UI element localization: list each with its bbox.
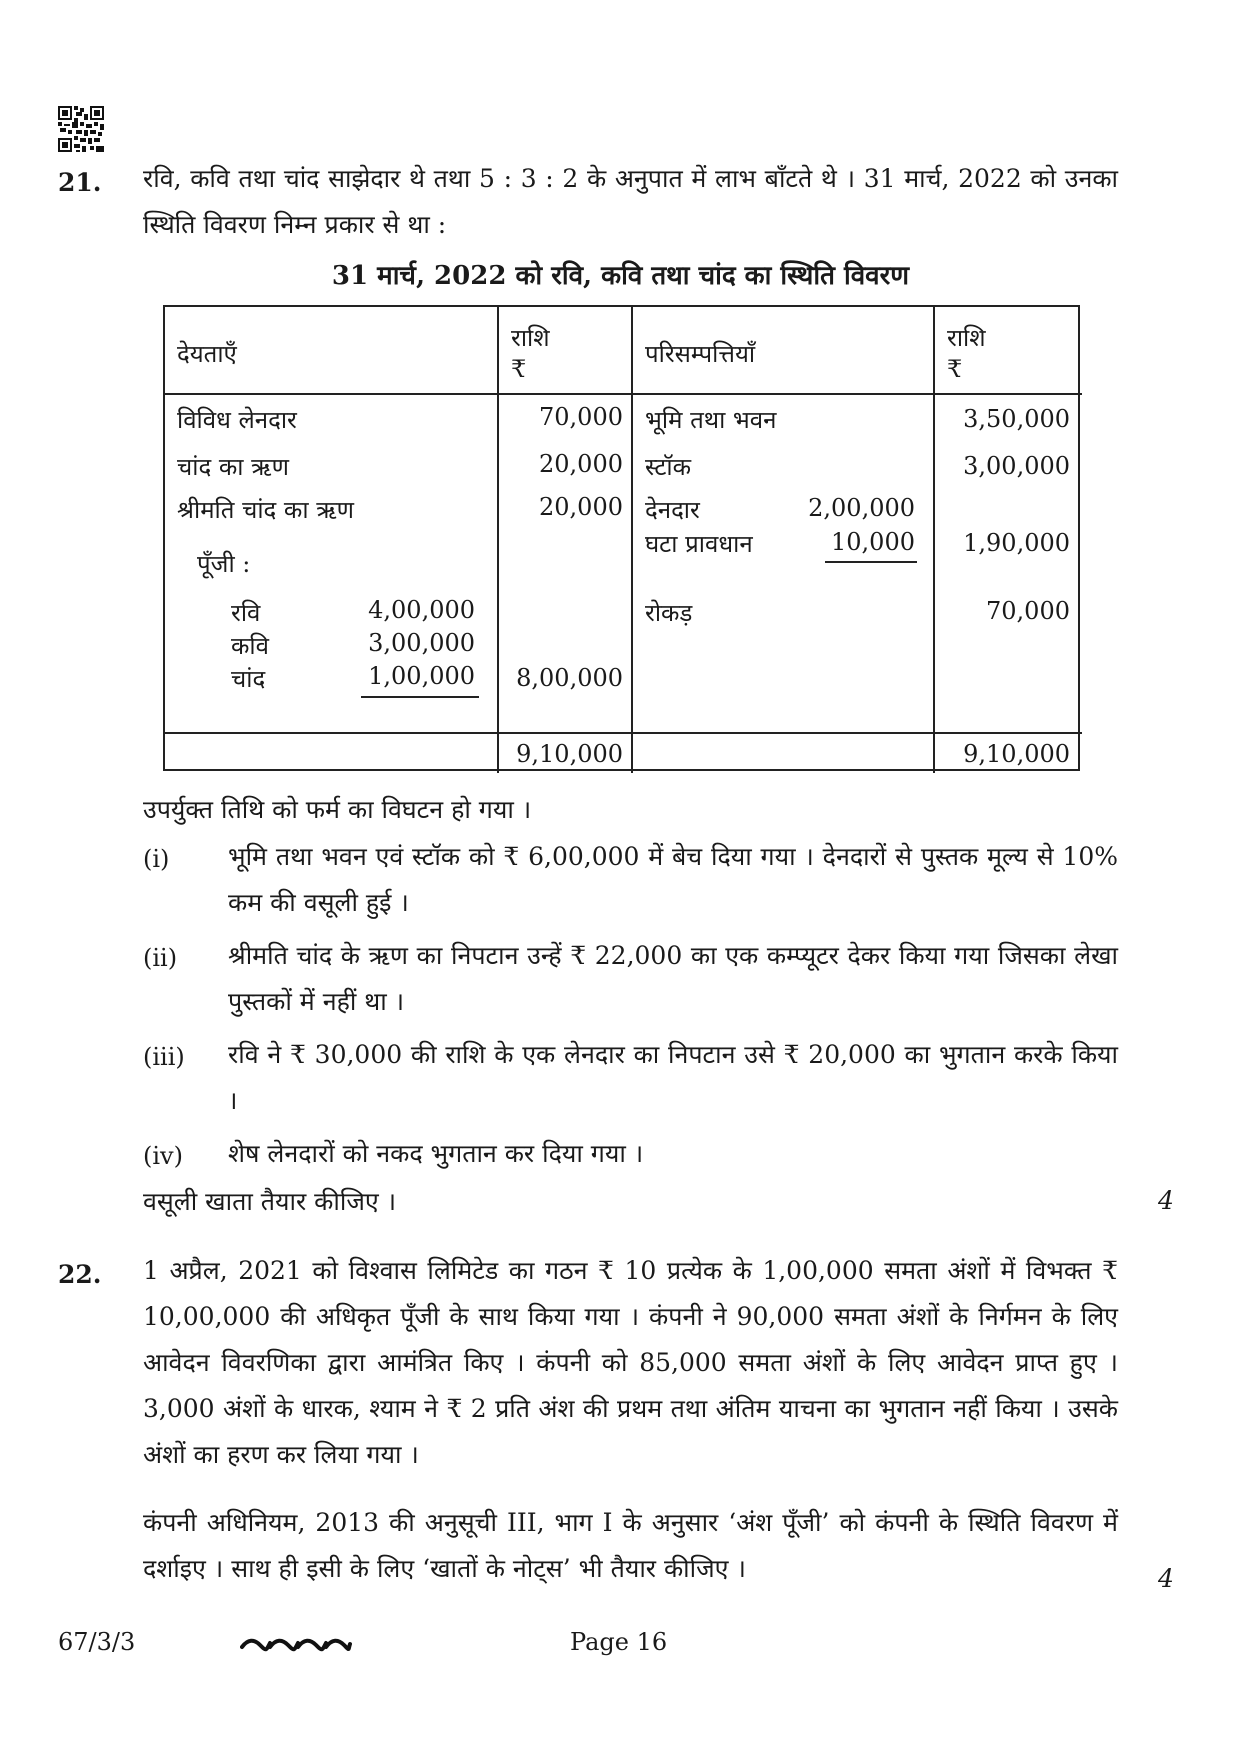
total-liabilities: 9,10,000: [516, 740, 623, 768]
question-22-number: 22.: [58, 1260, 102, 1289]
question-22-marks: 4: [1158, 1564, 1174, 1593]
partner-capital: 3,00,000: [368, 629, 475, 657]
header-amount-left: राशि: [511, 324, 550, 352]
asset-amount: 3,00,000: [963, 452, 1070, 480]
balance-sheet-title: 31 मार्च, 2022 को रवि, कवि तथा चांद का स्थिति विवरण: [331, 261, 910, 291]
header-currency-right: ₹: [947, 355, 963, 383]
item-number: (iii): [143, 1043, 185, 1071]
partner-name: रवि: [231, 599, 261, 627]
liability-label: श्रीमति चांद का ऋण: [177, 496, 355, 524]
question-21-number: 21.: [58, 168, 102, 197]
partner-capital: 1,00,000: [368, 662, 475, 690]
item-number: (i): [143, 845, 170, 873]
header-currency-left: ₹: [511, 355, 527, 383]
asset-label: स्टॉक: [645, 453, 692, 481]
partner-name: चांद: [231, 665, 266, 693]
capital-total: 8,00,000: [516, 664, 623, 692]
question-21-intro: रवि, कवि तथा चांद साझेदार थे तथा 5 : 3 : 2 के अनुपात में लाभ बाँटते थे । 31 मार्च, 2022 को उनका स्थिति विवरण निम्न प्रकार से था :: [143, 164, 1118, 239]
question-21-marks: 4: [1158, 1186, 1174, 1215]
liability-amount: 20,000: [539, 450, 623, 478]
header-amount-right: राशि: [947, 324, 986, 352]
balance-sheet-table: [163, 305, 1080, 771]
header-liabilities: देयताएँ: [177, 340, 237, 368]
question-22-paragraph-1: 1 अप्रैल, 2021 को विश्वास लिमिटेड का गठन ₹ 10 प्रत्येक के 1,00,000 समता अंशों में विभक्त ₹ 10,00,000 की अधिकृत पूँजी के साथ किया गया । कंपनी ने 90,000 समता अंशों के निर्गमन के लिए आवेदन विवरणिका द्वारा आमंत्रित किए । कंपनी को 85,000 समता अंशों के लिए आवेदन प्राप्त हुए । 3,000 अंशों के धारक, श्याम ने ₹ 2 प्रति अंश की प्रथम तथा अंतिम याचना का भुगतान नहीं किया । उसके अंशों का हरण कर लिया गया ।: [143, 1256, 1118, 1469]
total-assets: 9,10,000: [963, 740, 1070, 768]
cash-label: रोकड़: [645, 599, 693, 627]
partner-capital: 4,00,000: [368, 596, 475, 624]
liability-label: चांद का ऋण: [177, 453, 289, 481]
liability-amount: 20,000: [539, 493, 623, 521]
debtors-value: 2,00,000: [808, 494, 915, 522]
tilde-ornament-icon: [240, 1636, 352, 1654]
item-text: शेष लेनदारों को नकद भुगतान कर दिया गया ।: [228, 1139, 644, 1168]
partner-name: कवि: [231, 632, 269, 660]
liability-amount: 70,000: [539, 403, 623, 431]
debtors-net-amount: 1,90,000: [963, 529, 1070, 557]
paper-code: 67/3/3: [58, 1628, 136, 1656]
dissolution-text: उपर्युक्त तिथि को फर्म का विघटन हो गया ।: [143, 795, 532, 824]
question-22-paragraph-2: कंपनी अधिनियम, 2013 की अनुसूची III, भाग I के अनुसार ‘अंश पूँजी’ को कंपनी के स्थिति विवरण में दर्शाइए । साथ ही इसी के लिए ‘खातों के नोट्स’ भी तैयार कीजिए ।: [143, 1508, 1118, 1583]
qr-code-icon: [58, 106, 104, 152]
provision-label: घटा प्रावधान: [645, 530, 753, 558]
item-text: भूमि तथा भवन एवं स्टॉक को ₹ 6,00,000 में बेच दिया गया । देनदारों से पुस्तक मूल्य से 10% कम की वसूली हुई ।: [228, 842, 1118, 917]
asset-label: भूमि तथा भवन: [645, 406, 777, 434]
debtors-label: देनदार: [645, 496, 700, 524]
capital-label: पूँजी :: [197, 550, 251, 578]
liability-label: विविध लेनदार: [177, 406, 297, 434]
question-21-instruction: वसूली खाता तैयार कीजिए ।: [143, 1187, 397, 1216]
header-assets: परिसम्पत्तियाँ: [645, 340, 756, 368]
item-number: (ii): [143, 944, 178, 972]
provision-value: 10,000: [831, 528, 915, 556]
item-text: श्रीमति चांद के ऋण का निपटान उन्हें ₹ 22,000 का एक कम्प्यूटर देकर किया गया जिसका लेखा पुस्तकों में नहीं था ।: [228, 941, 1118, 1016]
item-number: (iv): [143, 1142, 183, 1170]
asset-amount: 3,50,000: [963, 405, 1070, 433]
item-text: रवि ने ₹ 30,000 की राशि के एक लेनदार का निपटान उसे ₹ 20,000 का भुगतान करके किया ।: [228, 1040, 1118, 1115]
cash-amount: 70,000: [986, 597, 1070, 625]
page-number: Page 16: [570, 1628, 668, 1656]
